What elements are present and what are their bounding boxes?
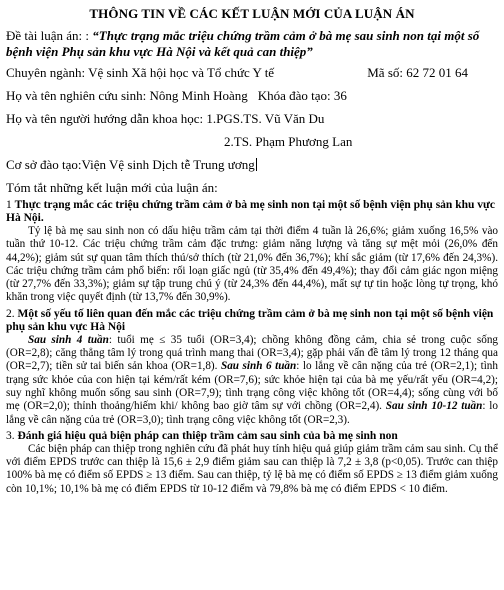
document-page — [6, 6, 498, 496]
section-3-body: Các biện pháp can thiệp trong nghiên cứu đã phát huy tính hiệu quả giúp giảm trầm cảm sau sinh. Cụ thể với điểm EPDS trước can thiệp là 15,6 ± 2,9 điểm giảm sau can thiệp là 7,2 ± 3,8 (p<0,05). Trước can thiệp 100% bà mẹ có điểm số EPDS ≥ 13 điểm. Sau can thiệp, tỷ lệ bà mẹ có điểm số EPDS ≥ 13 điểm giảm xuống còn 10,1%; 10,1% bà mẹ có điểm EPDS từ 10-12 điểm và 79,8% bà mẹ có điểm EPDS < 10 điểm. — [6, 442, 498, 495]
section-3-title: Đánh giá hiệu quả biện pháp can thiệp trầm cảm sau sinh của bà mẹ sinh non — [17, 429, 398, 442]
summary-label: Tóm tắt những kết luận mới của luận án: — [6, 180, 218, 195]
section-1-title: Thực trạng mắc các triệu chứng trầm cảm ở bà mẹ sinh non tại một số bệnh viện phụ sản khu vực Hà Nội. — [6, 199, 496, 224]
researcher-course: Khóa đào tạo: 36 — [257, 88, 347, 103]
topic-value: “Thực trạng mắc triệu chứng trầm cảm ở bà mẹ sau sinh non tại một số bệnh viện Phụ sản khu vực Hà Nội và kết quả can thiệp” — [6, 28, 480, 59]
researcher-row — [6, 87, 498, 104]
specialty-row — [6, 64, 498, 81]
section-2-text-4w: : tuổi mẹ ≤ 35 tuổi (OR=3,4); chồng không đồng cảm, chia sẻ trong cuộc sống (OR=2,8); căng thẳng tâm lý trong quá trình mang thai (OR=3,4); gặp phải vấn đề tâm lý trong 12 tháng qua (OR=2,7); tiền sử tai biến sản khoa (OR=1,8). — [6, 333, 499, 373]
topic-label: Đề tài luận án: : — [6, 28, 93, 43]
specialty-code: Mã số: 62 72 01 64 — [367, 65, 468, 80]
advisor-second: 2.TS. Phạm Phương Lan — [224, 134, 353, 149]
section-1-number: 1 — [6, 199, 15, 211]
specialty-text: Chuyên ngành: Vệ sinh Xã hội học và Tổ chức Y tế — [6, 65, 275, 80]
advisor-row-1 — [6, 110, 498, 127]
section-2-body — [6, 334, 498, 427]
text-cursor — [256, 158, 257, 171]
section-2-text-6w: : lo lắng về cân nặng của trẻ (OR=2,1); tình trạng sức khỏe của con hiện tại kém/rất kém (OR=7,6); sức khỏe hiện tại của bà mẹ yếu/rất yếu (OR=4,2); suy nghĩ không muốn sống sau sinh (OR=7,9); tình trạng công việc không tốt (OR=4,4); sống cùng với bố mẹ (OR=2,0); thỉnh thoảng/hiếm khi/ không bao giờ tâm sự với chồng (OR=2,4). — [6, 360, 498, 413]
section-2-title: Một số yếu tố liên quan đến mắc các triệu chứng trầm cảm ở bà mẹ sinh non tại một số bệnh viện phụ sản khu vực Hà Nội — [6, 307, 494, 333]
institution-row — [6, 156, 498, 173]
advisor-row-2 — [6, 133, 498, 150]
page-title: THÔNG TIN VỀ CÁC KẾT LUẬN MỚI CỦA LUẬN ÁN — [89, 6, 415, 21]
section-2-text-10w: : lo lắng về cân nặng của trẻ (OR=3,0); tình trạng công việc không tốt (OR=2,3). — [6, 400, 498, 426]
section-2-heading — [6, 308, 498, 334]
section-3-number: 3. — [6, 429, 18, 442]
researcher-name: Họ và tên nghiên cứu sinh: Nông Minh Hoàng — [6, 88, 248, 103]
section-3-heading — [6, 430, 498, 443]
section-1-heading — [6, 199, 498, 225]
section-1-body: Tỷ lệ bà mẹ sau sinh non có dấu hiệu trầm cảm tại thời điểm 4 tuần là 26,6%; giảm xuống 16,5% vào tuần thứ 10-12. Các triệu chứng trầm cảm đặc trưng: giảm năng lượng và tăng sự mệt mỏi (26,0% đến 44,2%); giảm sút sự quan tâm thích thú/sở thích (từ 21,0% đến 36,7%); khí sắc giảm (từ 17,6% đến 24,3%). Các triệu chứng trầm cảm phổ biến: rối loạn giấc ngủ (từ 35,4% đến 49,4%); thay đổi cảm giác ngon miệng (từ 27,7% đến 33,3%); giảm sự tập trung chú ý (từ 24,3% đến 44,4%), mất sự tự tin hoặc lòng tự trọng, khó khăn trong việc quyết định (từ 13,7% đến 30,9%). — [6, 225, 498, 304]
section-2-lead-4w: Sau sinh 4 tuần — [28, 333, 109, 346]
advisor-first: 1.PGS.TS. Vũ Văn Du — [206, 111, 325, 126]
section-2-number: 2. — [6, 307, 18, 320]
advisor-label: Họ và tên người hướng dẫn khoa học: — [6, 111, 207, 126]
thesis-topic — [6, 28, 498, 60]
section-2-lead-10w: Sau sinh 10-12 tuần — [385, 400, 483, 413]
section-2-lead-6w: Sau sinh 6 tuần — [220, 360, 297, 373]
institution-text: Cơ sở đào tạo:Viện Vệ sinh Dịch tễ Trung ương — [6, 157, 255, 172]
